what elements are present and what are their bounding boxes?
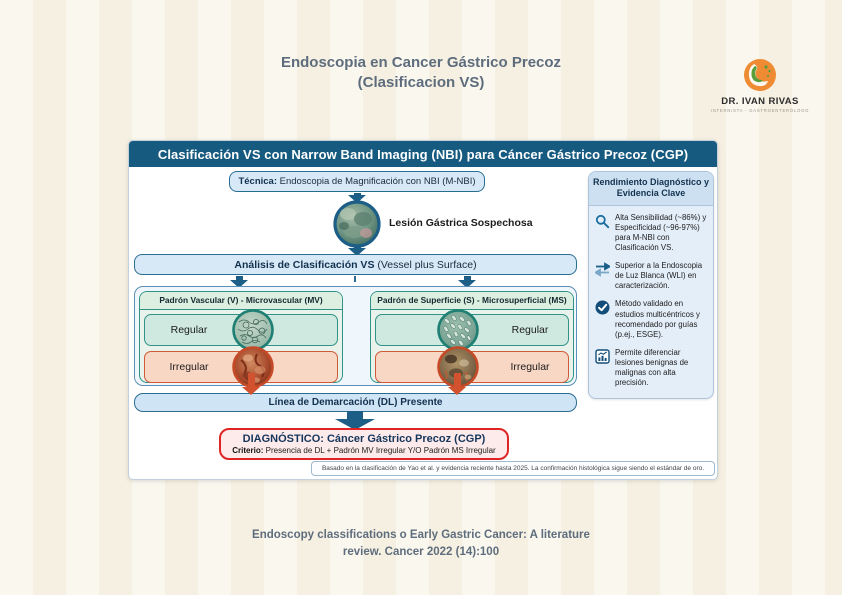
sidebar-item-sensibilidad	[595, 213, 707, 254]
irregular-down-arrow-icon	[448, 373, 466, 395]
compare-arrows-icon	[595, 262, 610, 277]
sidebar-item-text: Permite diferenciar lesiones benignas de malignas con alta precisión.	[615, 347, 689, 388]
superficie-panel-header: Padrón de Superficie (S) - Microsuperficial (MS)	[371, 292, 573, 310]
criterio-text: Presencia de DL + Padrón MV Irregular Y/O Padrón MS Irregular	[263, 446, 496, 455]
criterio-label: Criterio:	[232, 446, 264, 455]
irregular-down-arrow-icon	[242, 373, 260, 395]
sidebar-item-text: Superior a la Endoscopia de Luz Blanca (WLI) en caracterización.	[615, 261, 703, 291]
citation	[0, 527, 842, 562]
diagnostico-box	[219, 428, 509, 460]
vascular-irregular-label: Irregular	[169, 361, 209, 373]
sidebar-item-diferenciar	[595, 348, 707, 389]
analisis-label: Análisis de Clasificación VS	[234, 258, 375, 271]
superficie-irregular-label: Irregular	[510, 361, 550, 373]
citation-line2: review. Cancer 2022 (14):100	[342, 546, 500, 559]
footnote-box: Basado en la clasificación de Yao et al. y evidencia reciente hasta 2025. La confirmación histológica sigue siendo el estándar de oro.	[311, 461, 715, 476]
tecnica-label: Técnica:	[238, 176, 277, 187]
sidebar-title	[589, 172, 713, 206]
logo-subtitle: INTERNISTA - GASTROENTERÓLOGO	[710, 108, 810, 113]
vs-panels-group	[134, 286, 577, 386]
tecnica-text: Endoscopia de Magnificación con NBI (M-NBI)	[277, 176, 476, 187]
chart-icon	[595, 349, 610, 364]
sidebar-title-line2: Evidencia Clave	[616, 188, 686, 199]
tecnica-box	[229, 171, 485, 192]
superficie-regular-label: Regular	[511, 324, 549, 336]
sidebar-title-line1: Rendimiento Diagnóstico y	[592, 177, 709, 187]
page-title-line2: (Clasificacion VS)	[357, 74, 485, 92]
sidebar-item-superior-wli	[595, 261, 707, 291]
superficie-panel	[370, 291, 574, 383]
linea-demarcacion-bar: Línea de Demarcación (DL) Presente	[134, 393, 577, 412]
sidebar-item-validado	[595, 299, 707, 340]
analisis-text: (Vessel plus Surface)	[374, 258, 477, 271]
page-title-line1: Endoscopia en Cancer Gástrico Precoz	[280, 54, 562, 71]
logo-name: DR. IVAN RIVAS	[721, 96, 799, 107]
diagnostico-criterio	[225, 446, 503, 455]
stomach-logo-icon	[741, 56, 779, 94]
lesion-label: Lesión Gástrica Sospechosa	[389, 217, 533, 229]
vascular-panel-header: Padrón Vascular (V) - Microvascular (MV)	[140, 292, 342, 310]
diagnostico-title: DIAGNÓSTICO: Cáncer Gástrico Precoz (CGP)	[242, 433, 486, 445]
sidebar-item-text: Método validado en estudios multicéntricos y recomendado por guías (p.ej., ESGE).	[615, 299, 700, 339]
diagram-container	[128, 140, 718, 480]
magnifier-icon	[595, 214, 610, 229]
sidebar-body	[589, 206, 713, 399]
doctor-logo	[710, 56, 810, 113]
vascular-panel	[139, 291, 343, 383]
check-circle-icon	[595, 300, 610, 315]
diagram-header: Clasificación VS con Narrow Band Imaging (NBI) para Cáncer Gástrico Precoz (CGP)	[129, 141, 717, 167]
sidebar-item-text: Alta Sensibilidad (~86%) y Especificidad (~96-97%) para M-NBI con Clasificación VS.	[615, 212, 707, 252]
evidence-sidebar	[588, 171, 714, 399]
vascular-regular-label: Regular	[170, 324, 208, 336]
citation-line1: Endoscopy classifications o Early Gastric Cancer: A literature	[252, 529, 590, 541]
analisis-bar	[134, 254, 577, 275]
